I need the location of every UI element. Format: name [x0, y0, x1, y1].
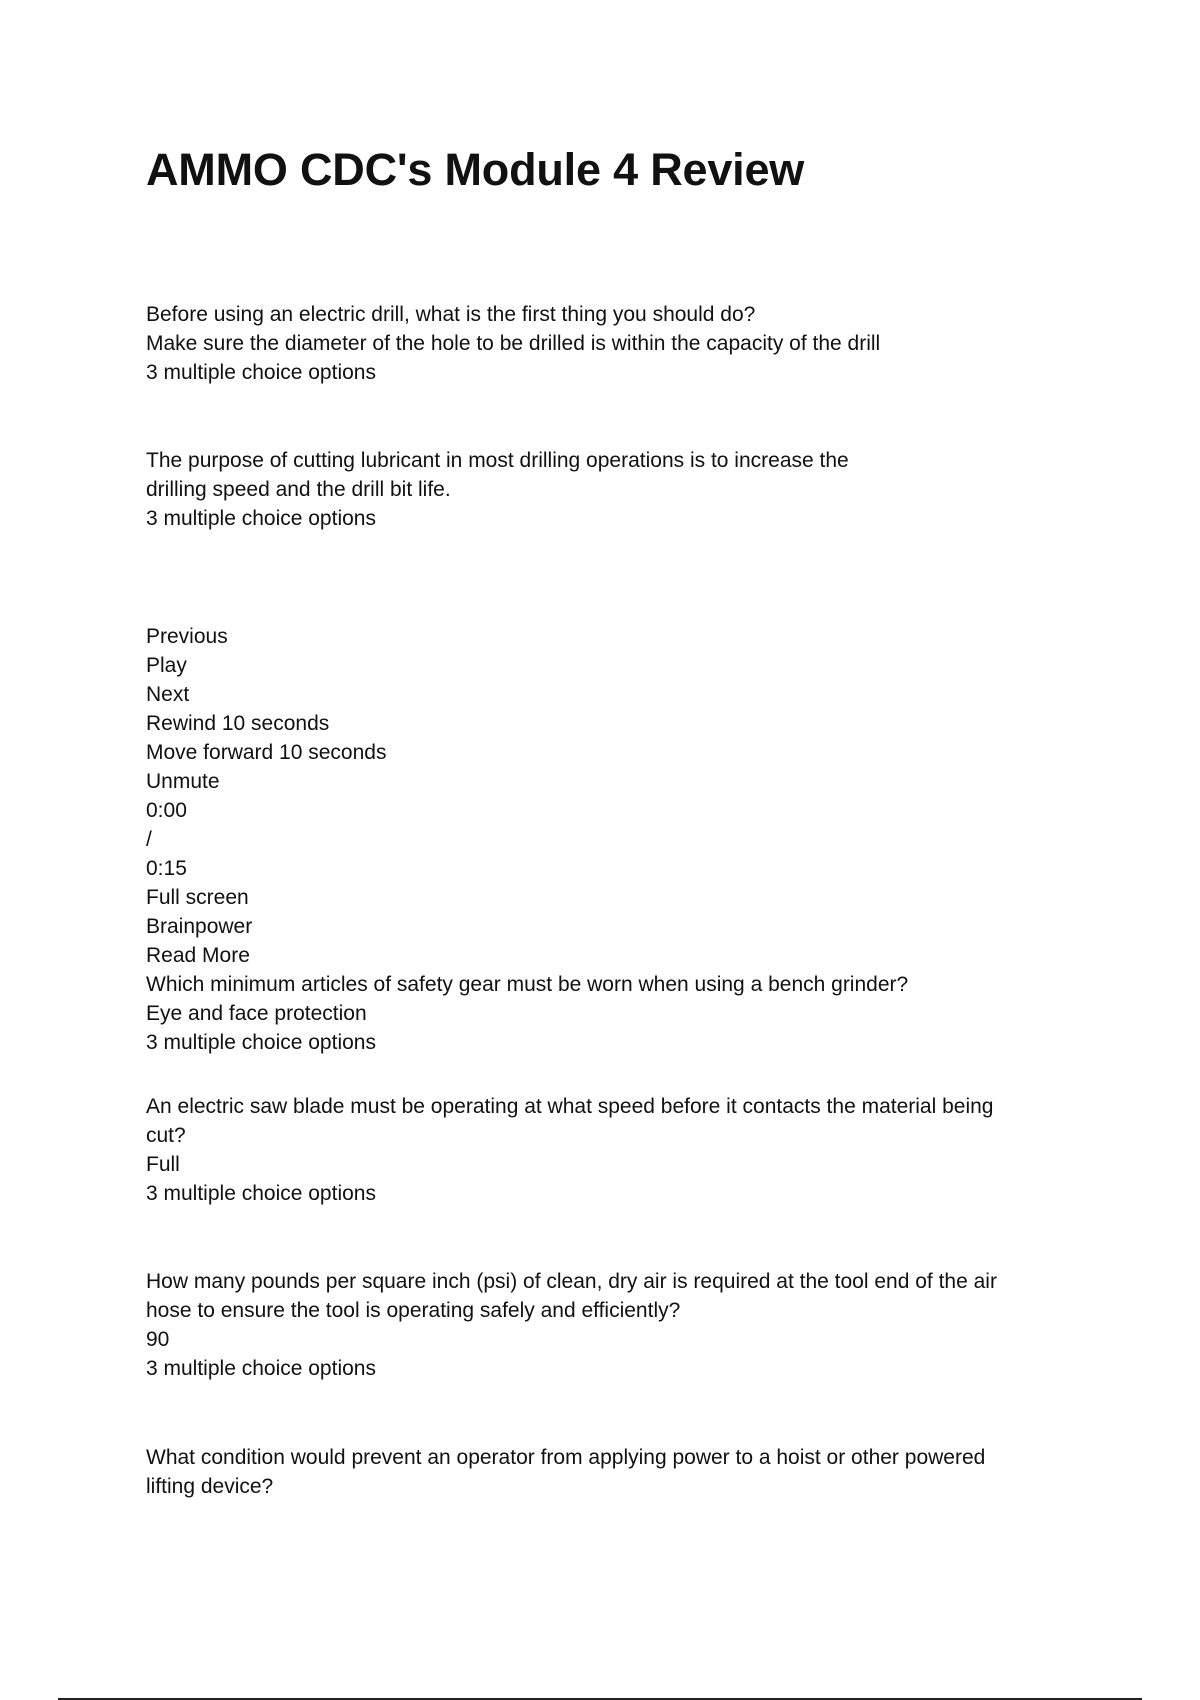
question-text: An electric saw blade must be operating at what speed before it contacts the material being: [146, 1095, 994, 1118]
choice-count: 3 multiple choice options: [146, 1031, 376, 1054]
current-time: 0:00: [146, 799, 187, 822]
question-text-continued: hose to ensure the tool is operating safely and efficiently?: [146, 1299, 681, 1322]
next-button[interactable]: Next: [146, 683, 190, 706]
forward-button[interactable]: Move forward 10 seconds: [146, 741, 387, 764]
question-block-cutting-lubricant: [146, 446, 1076, 533]
read-more-link[interactable]: Read More: [146, 944, 250, 967]
question-block-saw-speed: [146, 1092, 1076, 1208]
choice-count: 3 multiple choice options: [146, 507, 376, 530]
page-title: AMMO CDC's Module 4 Review: [146, 144, 805, 195]
question-text-continued: lifting device?: [146, 1475, 274, 1498]
question-block-drill-first-step: [146, 300, 1076, 387]
full-screen-button[interactable]: Full screen: [146, 886, 249, 909]
choice-count: 3 multiple choice options: [146, 361, 376, 384]
duration: 0:15: [146, 857, 187, 880]
play-button[interactable]: Play: [146, 654, 187, 677]
answer-text: Eye and face protection: [146, 1002, 367, 1025]
question-block-hoist-condition: [146, 1443, 1076, 1501]
question-text: The purpose of cutting lubricant in most drilling operations is to increase the: [146, 449, 849, 472]
choice-count: 3 multiple choice options: [146, 1357, 376, 1380]
rewind-button[interactable]: Rewind 10 seconds: [146, 712, 330, 735]
media-player-text: [146, 622, 1076, 1057]
question-text-continued: cut?: [146, 1124, 186, 1147]
time-separator: /: [146, 828, 152, 851]
question-text: Before using an electric drill, what is the first thing you should do?: [146, 303, 756, 326]
answer-text: 90: [146, 1328, 170, 1351]
question-text: How many pounds per square inch (psi) of clean, dry air is required at the tool end of the air: [146, 1270, 997, 1293]
choice-count: 3 multiple choice options: [146, 1182, 376, 1205]
question-text: Which minimum articles of safety gear must be worn when using a bench grinder?: [146, 973, 909, 996]
answer-text: Make sure the diameter of the hole to be drilled is within the capacity of the drill: [146, 332, 881, 355]
question-text-continued: drilling speed and the drill bit life.: [146, 478, 451, 501]
brand-label: Brainpower: [146, 915, 253, 938]
answer-text: Full: [146, 1153, 180, 1176]
previous-button[interactable]: Previous: [146, 625, 228, 648]
question-block-air-pressure: [146, 1267, 1076, 1383]
question-text: What condition would prevent an operator from applying power to a hoist or other powered: [146, 1446, 986, 1469]
unmute-button[interactable]: Unmute: [146, 770, 220, 793]
